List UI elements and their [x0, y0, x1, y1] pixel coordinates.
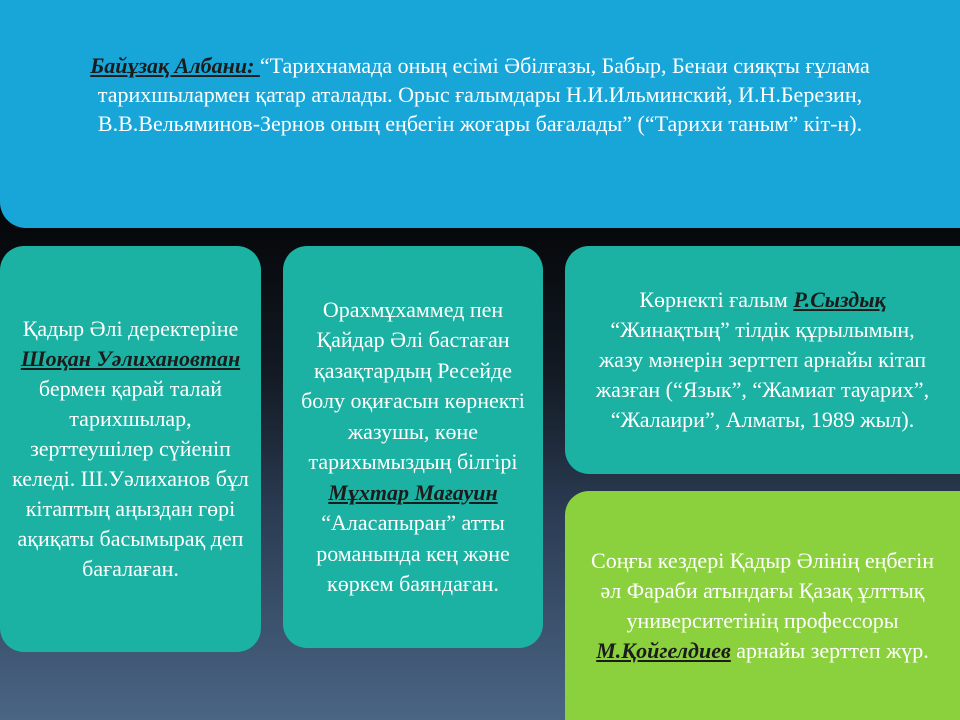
- highlighted-name-walikhanov: Шоқан Уәлихановтан: [20, 346, 241, 371]
- top-body-text: “Тарихнамада оның есімі Әбілғазы, Бабыр, Бенаи сияқты ғұлама тарихшылармен қатар аталады. Орыс ғалымдары Н.И.Ильминский, И.Н.Березин, В.В.Вельяминов-Зернов оның еңбегін жоғары бағалады” (“Тарихи таным” кіт-н).: [97, 52, 870, 136]
- box1-text-after: бермен қарай талай тарихшылар, зерттеушілер сүйеніп келеді. Ш.Уәлиханов бұл кітаптың аңыздан гөрі ақиқаты басымырақ деп бағалаған.: [12, 376, 249, 581]
- top-paragraph: [18, 51, 942, 138]
- koigeldiev-text-box: [565, 491, 960, 720]
- syzdyk-text-box: [565, 246, 960, 474]
- box3-text-before: Көрнекті ғалым: [639, 287, 794, 312]
- highlighted-name-magauin: Мұхтар Мағауин: [328, 479, 498, 505]
- box1-text-before: Қадыр Әлі деректеріне: [22, 316, 239, 341]
- highlighted-name-albani: Байұзақ Албани:: [90, 52, 260, 78]
- box2-paragraph: [293, 295, 533, 600]
- box4-text-after: арнайы зерттеп жүр.: [730, 637, 929, 663]
- box2-text-after: “Аласапыран” атты романында кең және көркем баяндаған.: [316, 510, 510, 596]
- box3-paragraph: [593, 285, 932, 435]
- highlighted-name-koigeldiev: М.Қойгелдиев: [596, 637, 731, 663]
- box2-text-before: Орахмұхаммед пен Қайдар Әлі бастаған қазақтардың Ресейде болу оқиғасын көрнекті жазушы, көне тарихымыздың білгірі: [301, 296, 525, 474]
- top-text-box: [0, 0, 960, 228]
- highlighted-name-syzdyk: Р.Сыздық: [793, 287, 886, 312]
- box4-paragraph: [587, 546, 938, 666]
- box1-paragraph: [12, 314, 249, 584]
- box4-text-before: Соңғы кездері Қадыр Әлінің еңбегін әл Фараби атындағы Қазақ ұлттық университетінің профессоры: [591, 547, 934, 633]
- box3-text-after: “Жинақтың” тілдік құрылымын, жазу мәнерін зерттеп арнайы кітап жазған (“Язык”, “Жамиат тауарих”, “Жалаири”, Алматы, 1989 жыл).: [595, 317, 930, 432]
- walikhanov-text-box: [0, 246, 261, 652]
- magauin-text-box: [283, 246, 543, 648]
